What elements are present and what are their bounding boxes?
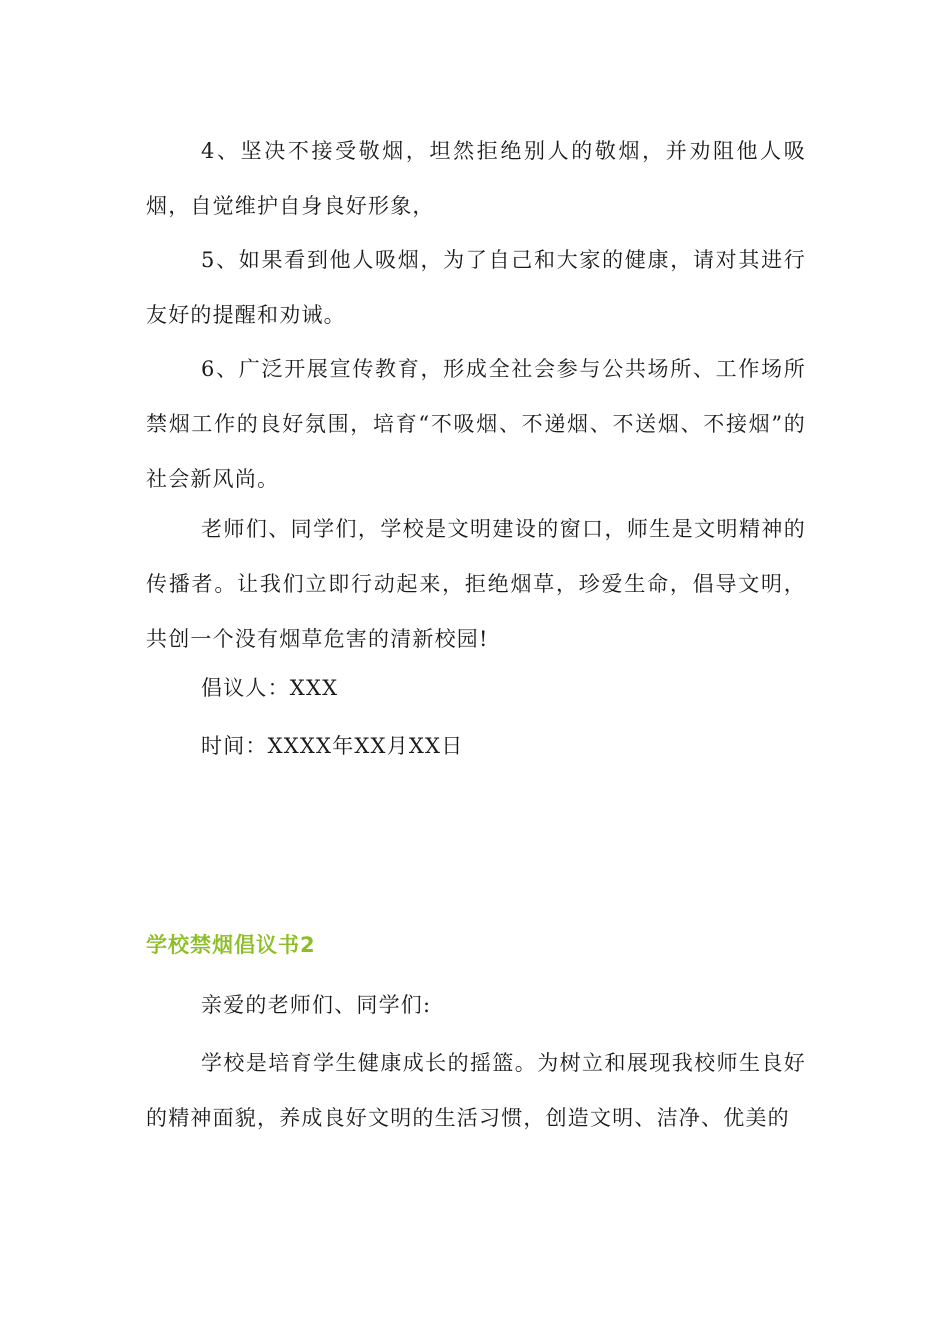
proposer-line: 倡议人：XXX xyxy=(201,676,339,700)
item-6-paragraph: 6、广泛开展宣传教育，形成全社会参与公共场所、工作场所禁烟工作的良好氛围，培育“不吸烟、不递烟、不送烟、不接烟”的社会新风尚。 xyxy=(146,357,806,491)
intro-paragraph: 学校是培育学生健康成长的摇篮。为树立和展现我校师生良好的精神面貌，养成良好文明的生活习惯，创造文明、洁净、优美的 xyxy=(146,1051,806,1130)
item-4-paragraph: 4、坚决不接受敬烟，坦然拒绝别人的敬烟，并劝阻他人吸烟，自觉维护自身良好形象， xyxy=(146,139,806,218)
closing-paragraph: 老师们、同学们，学校是文明建设的窗口，师生是文明精神的传播者。让我们立即行动起来，拒绝烟草，珍爱生命，倡导文明，共创一个没有烟草危害的清新校园! xyxy=(146,517,806,651)
item-5-paragraph: 5、如果看到他人吸烟，为了自己和大家的健康，请对其进行友好的提醒和劝诫。 xyxy=(146,248,806,327)
date-line: 时间：XXXX年XX月XX日 xyxy=(201,734,464,758)
section-heading: 学校禁烟倡议书2 xyxy=(146,933,316,957)
salutation-line: 亲爱的老师们、同学们: xyxy=(201,993,432,1017)
